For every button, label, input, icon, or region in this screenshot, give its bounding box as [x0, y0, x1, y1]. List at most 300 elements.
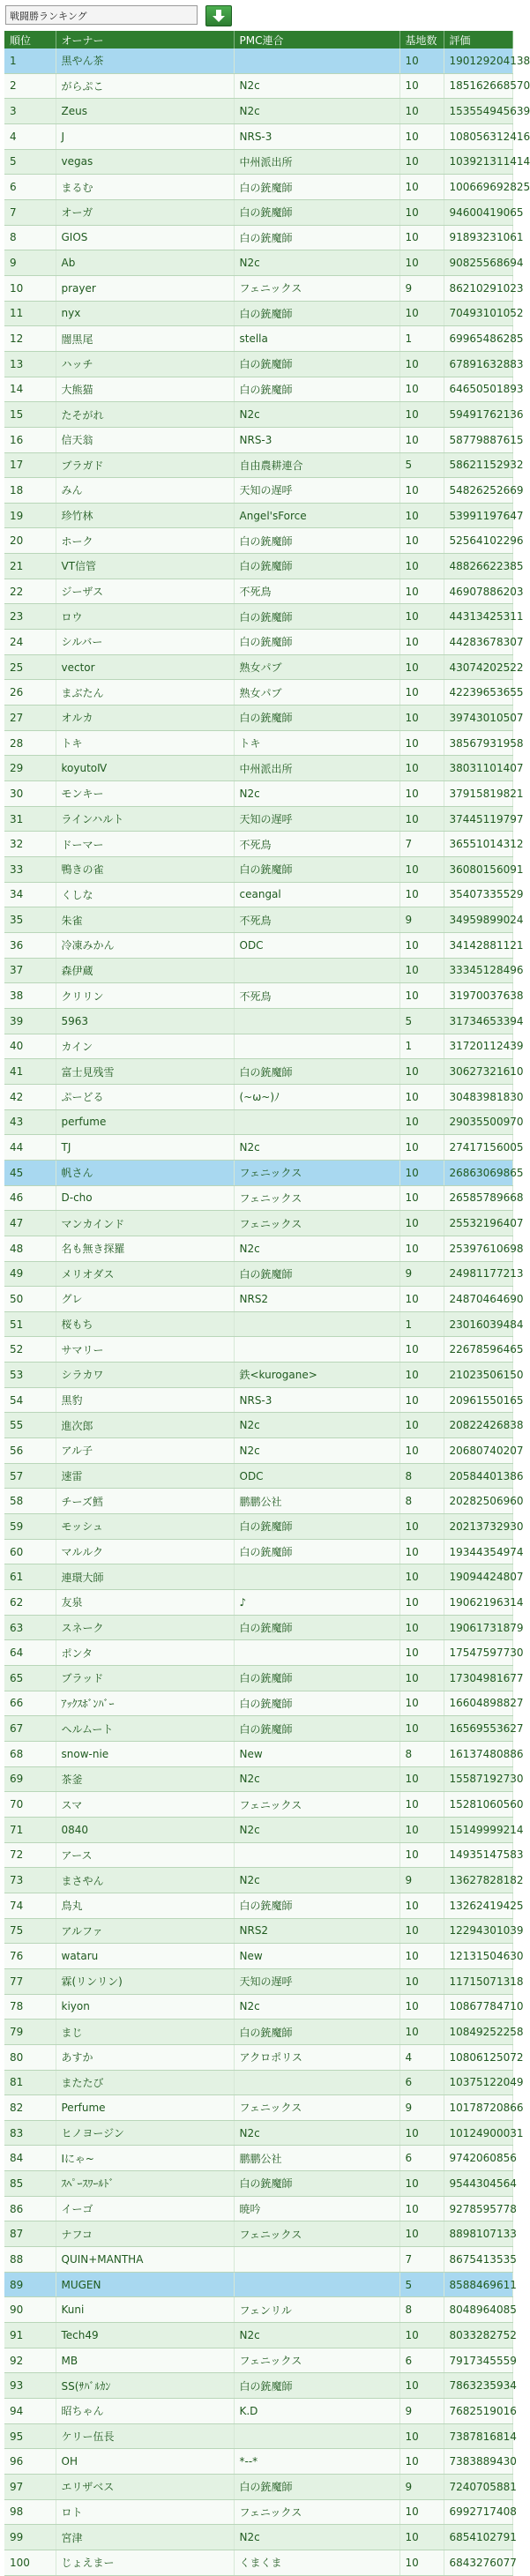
rank-cell: 19 [4, 503, 56, 528]
rating-cell: 7387816814 [444, 2423, 512, 2449]
bases-cell: 1 [399, 1311, 444, 1337]
table-row[interactable] [4, 1842, 512, 1868]
owner-cell: ブラガド [56, 452, 234, 478]
table-row[interactable] [4, 1160, 512, 1185]
rating-cell: 24870464690 [444, 1287, 512, 1312]
table-row[interactable] [4, 1868, 512, 1893]
owner-cell: ぷーどる [56, 1084, 234, 1109]
rating-cell: 90825568694 [444, 250, 512, 276]
pmc-cell: 暁吟 [234, 2196, 399, 2221]
rating-cell: 108056312416 [444, 123, 512, 149]
table-row[interactable] [4, 1287, 512, 1312]
table-row[interactable] [4, 149, 512, 175]
table-row[interactable] [4, 1994, 512, 2020]
pmc-cell: N2c [234, 250, 399, 276]
table-row[interactable] [4, 2070, 512, 2095]
rank-cell: 23 [4, 604, 56, 630]
table-row[interactable] [4, 2475, 512, 2500]
rank-cell: 63 [4, 1615, 56, 1640]
table-row[interactable] [4, 452, 512, 478]
table-row[interactable] [4, 1615, 512, 1640]
pmc-cell: トキ [234, 730, 399, 756]
table-row[interactable] [4, 1236, 512, 1261]
rating-cell: 6854102791 [444, 2525, 512, 2550]
rating-cell: 185162668570 [444, 73, 512, 99]
table-row[interactable] [4, 1514, 512, 1540]
rating-cell: 25397610698 [444, 1236, 512, 1261]
rank-cell: 81 [4, 2070, 56, 2095]
table-row[interactable] [4, 2499, 512, 2525]
column-header-rank[interactable]: 順位 [4, 31, 56, 49]
pmc-cell: 白の銃魔師 [234, 301, 399, 326]
table-row[interactable] [4, 2171, 512, 2197]
pmc-cell: ODC [234, 932, 399, 958]
owner-cell: Ab [56, 250, 234, 276]
rating-cell: 19344354974 [444, 1539, 512, 1564]
bases-cell: 6 [399, 2070, 444, 2095]
pmc-cell [234, 1842, 399, 1868]
owner-cell: 霖(リンリン) [56, 1968, 234, 1994]
table-row[interactable] [4, 503, 512, 528]
pmc-cell: 中州派出所 [234, 149, 399, 175]
table-row[interactable] [4, 1944, 512, 1969]
table-row[interactable] [4, 1387, 512, 1413]
owner-cell: Iにゃ~ [56, 2146, 234, 2171]
rank-cell: 53 [4, 1363, 56, 1388]
rank-cell: 47 [4, 1211, 56, 1236]
bases-cell: 9 [399, 275, 444, 301]
owner-cell: MB [56, 2348, 234, 2373]
pmc-cell: N2c [234, 2323, 399, 2348]
rating-cell: 9278595778 [444, 2196, 512, 2221]
table-row[interactable] [4, 983, 512, 1009]
owner-cell: アル子 [56, 1438, 234, 1464]
table-row[interactable] [4, 1741, 512, 1766]
owner-cell: メリオダス [56, 1261, 234, 1287]
bases-cell: 10 [399, 99, 444, 124]
table-row[interactable] [4, 1918, 512, 1944]
table-row[interactable] [4, 1817, 512, 1842]
rank-cell: 68 [4, 1741, 56, 1766]
rating-cell: 20822426838 [444, 1413, 512, 1438]
pmc-cell: N2c [234, 1994, 399, 2020]
table-row[interactable] [4, 1539, 512, 1564]
bases-cell: 10 [399, 2323, 444, 2348]
owner-cell: 大熊猫 [56, 377, 234, 402]
pmc-cell: 白の銃魔師 [234, 528, 399, 554]
pmc-cell: 鹏鹏公社 [234, 1489, 399, 1514]
pmc-cell [234, 2423, 399, 2449]
table-row[interactable] [4, 730, 512, 756]
owner-cell: wataru [56, 1944, 234, 1969]
rating-cell: 39743010507 [444, 706, 512, 731]
table-row[interactable] [4, 857, 512, 883]
rating-cell: 36551014312 [444, 832, 512, 857]
table-row[interactable] [4, 528, 512, 554]
table-row[interactable] [4, 301, 512, 326]
rating-cell: 9742060856 [444, 2146, 512, 2171]
pmc-cell: 白の銃魔師 [234, 1615, 399, 1640]
pmc-cell: 天知の遅呼 [234, 1968, 399, 1994]
pmc-cell: ODC [234, 1463, 399, 1489]
rating-cell: 6992717408 [444, 2499, 512, 2525]
rating-cell: 70493101052 [444, 301, 512, 326]
table-row[interactable] [4, 554, 512, 579]
table-row[interactable] [4, 1893, 512, 1918]
table-row[interactable] [4, 1261, 512, 1287]
table-row[interactable] [4, 2272, 512, 2297]
rank-cell: 46 [4, 1185, 56, 1211]
table-row[interactable] [4, 907, 512, 933]
ranking-table-body [4, 49, 530, 2575]
table-row[interactable] [4, 1716, 512, 1742]
pmc-cell: 白の銃魔師 [234, 2171, 399, 2197]
table-row[interactable] [4, 2196, 512, 2221]
table-row[interactable] [4, 2423, 512, 2449]
owner-cell: あすか [56, 2044, 234, 2070]
pmc-cell: 中州派出所 [234, 756, 399, 781]
pmc-cell: 天知の遅呼 [234, 806, 399, 832]
bases-cell: 5 [399, 1008, 444, 1034]
table-row[interactable] [4, 1489, 512, 1514]
rating-cell: 10375122049 [444, 2070, 512, 2095]
rank-cell: 86 [4, 2196, 56, 2221]
table-row[interactable] [4, 1463, 512, 1489]
table-row[interactable] [4, 2323, 512, 2348]
rank-cell: 45 [4, 1160, 56, 1185]
bases-cell: 10 [399, 199, 444, 225]
rating-cell: 44283678307 [444, 630, 512, 655]
pmc-cell: フェニックス [234, 1160, 399, 1185]
table-row[interactable] [4, 832, 512, 857]
bases-cell: 10 [399, 1994, 444, 2020]
table-header-row [4, 31, 512, 49]
owner-cell: 富士見残雪 [56, 1059, 234, 1085]
rank-cell: 37 [4, 958, 56, 983]
column-header-pmc[interactable]: PMC連合 [234, 31, 399, 49]
pmc-cell: N2c [234, 781, 399, 807]
rank-cell: 18 [4, 478, 56, 504]
table-row[interactable] [4, 377, 512, 402]
rating-cell: 9544304564 [444, 2171, 512, 2197]
table-row[interactable] [4, 73, 512, 99]
table-row[interactable] [4, 604, 512, 630]
rank-cell: 93 [4, 2373, 56, 2399]
owner-cell: みん [56, 478, 234, 504]
table-row[interactable] [4, 1008, 512, 1034]
rank-cell: 67 [4, 1716, 56, 1742]
rank-cell: 94 [4, 2399, 56, 2424]
table-row[interactable] [4, 402, 512, 428]
pmc-cell: 不死鳥 [234, 907, 399, 933]
table-row[interactable] [4, 1590, 512, 1616]
table-row[interactable] [4, 1968, 512, 1994]
table-row[interactable] [4, 225, 512, 250]
owner-cell: 珍竹林 [56, 503, 234, 528]
pmc-cell [234, 958, 399, 983]
bases-cell: 10 [399, 932, 444, 958]
pmc-cell: ♪ [234, 1590, 399, 1616]
owner-cell: 茶釜 [56, 1766, 234, 1792]
rank-cell: 84 [4, 2146, 56, 2171]
bases-cell: 1 [399, 326, 444, 352]
rating-cell: 34959899024 [444, 907, 512, 933]
rating-cell: 19062196314 [444, 1590, 512, 1616]
rank-cell: 52 [4, 1337, 56, 1363]
bases-cell: 10 [399, 123, 444, 149]
bases-cell: 10 [399, 250, 444, 276]
rank-cell: 98 [4, 2499, 56, 2525]
table-row[interactable] [4, 49, 512, 73]
table-row[interactable] [4, 1363, 512, 1388]
rank-cell: 90 [4, 2297, 56, 2323]
table-row[interactable] [4, 680, 512, 706]
rank-cell: 13 [4, 351, 56, 377]
table-row[interactable] [4, 1311, 512, 1337]
rating-cell: 17304981677 [444, 1666, 512, 1691]
table-row[interactable] [4, 1059, 512, 1085]
bases-cell: 8 [399, 2297, 444, 2323]
bases-cell: 10 [399, 1918, 444, 1944]
rank-cell: 4 [4, 123, 56, 149]
owner-cell: 速雷 [56, 1463, 234, 1489]
rating-cell: 7863235934 [444, 2373, 512, 2399]
pmc-cell: 白の銃魔師 [234, 1666, 399, 1691]
rating-cell: 42239653655 [444, 680, 512, 706]
download-button[interactable] [205, 5, 232, 26]
bases-cell: 6 [399, 2146, 444, 2171]
owner-cell: ナフコ [56, 2221, 234, 2247]
rating-cell: 20680740207 [444, 1438, 512, 1464]
pmc-cell: NRS2 [234, 1918, 399, 1944]
table-row[interactable] [4, 2044, 512, 2070]
table-row[interactable] [4, 781, 512, 807]
table-row[interactable] [4, 2525, 512, 2550]
bases-cell: 10 [399, 1842, 444, 1868]
table-row[interactable] [4, 250, 512, 276]
owner-cell: vegas [56, 149, 234, 175]
pmc-cell: 白の銃魔師 [234, 199, 399, 225]
pmc-cell: *--* [234, 2449, 399, 2475]
table-row[interactable] [4, 1413, 512, 1438]
bases-cell: 10 [399, 756, 444, 781]
owner-cell: エリザベス [56, 2475, 234, 2500]
column-header-rating[interactable]: 評価 [444, 31, 512, 49]
table-row[interactable] [4, 1438, 512, 1464]
table-row[interactable] [4, 351, 512, 377]
table-row[interactable] [4, 806, 512, 832]
owner-cell: ブラッド [56, 1666, 234, 1691]
rating-cell: 12294301039 [444, 1918, 512, 1944]
table-row[interactable] [4, 630, 512, 655]
rating-cell: 54826252669 [444, 478, 512, 504]
rating-cell: 8898107133 [444, 2221, 512, 2247]
pmc-cell: N2c [234, 1413, 399, 1438]
owner-cell: まぶたん [56, 680, 234, 706]
pmc-cell: 熟女パブ [234, 654, 399, 680]
rank-cell: 14 [4, 377, 56, 402]
table-row[interactable] [4, 1034, 512, 1059]
pmc-cell: くまくま [234, 2550, 399, 2575]
owner-cell: nyx [56, 301, 234, 326]
rating-cell: 21023506150 [444, 1363, 512, 1388]
rating-cell: 64650501893 [444, 377, 512, 402]
table-row[interactable] [4, 1792, 512, 1818]
rank-cell: 51 [4, 1311, 56, 1337]
owner-cell: 朱雀 [56, 907, 234, 933]
table-row[interactable] [4, 427, 512, 452]
table-row[interactable] [4, 706, 512, 731]
pmc-cell: N2c [234, 2120, 399, 2146]
pmc-cell [234, 1564, 399, 1590]
pmc-cell: 鉄<kurogane> [234, 1363, 399, 1388]
owner-cell: ヘルムート [56, 1716, 234, 1742]
rating-cell: 91893231061 [444, 225, 512, 250]
pmc-cell [234, 1008, 399, 1034]
table-row[interactable] [4, 2146, 512, 2171]
rank-cell: 75 [4, 1918, 56, 1944]
table-row[interactable] [4, 2020, 512, 2045]
rank-cell: 24 [4, 630, 56, 655]
pmc-cell: 白の銃魔師 [234, 2373, 399, 2399]
bases-cell: 10 [399, 2550, 444, 2575]
table-row[interactable] [4, 1109, 512, 1135]
owner-cell: ラインハルト [56, 806, 234, 832]
table-row[interactable] [4, 756, 512, 781]
table-row[interactable] [4, 1084, 512, 1109]
owner-cell: 黒豹 [56, 1387, 234, 1413]
table-row[interactable] [4, 1640, 512, 1666]
rank-cell: 8 [4, 225, 56, 250]
owner-cell: SS(ｻﾊﾞﾙｶﾝ [56, 2373, 234, 2399]
owner-cell: D-cho [56, 1185, 234, 1211]
owner-cell: イーゴ [56, 2196, 234, 2221]
table-row[interactable] [4, 1211, 512, 1236]
owner-cell: ポンタ [56, 1640, 234, 1666]
pmc-cell: アクロポリス [234, 2044, 399, 2070]
pmc-cell: 白の銃魔師 [234, 1691, 399, 1716]
bases-cell: 10 [399, 503, 444, 528]
table-row[interactable] [4, 326, 512, 352]
table-row[interactable] [4, 175, 512, 200]
rating-cell: 33345128496 [444, 958, 512, 983]
rank-cell: 56 [4, 1438, 56, 1464]
owner-cell: またたび [56, 2070, 234, 2095]
rank-cell: 29 [4, 756, 56, 781]
rank-cell: 72 [4, 1842, 56, 1868]
bases-cell: 10 [399, 654, 444, 680]
table-row[interactable] [4, 2399, 512, 2424]
rating-cell: 34142881121 [444, 932, 512, 958]
table-row[interactable] [4, 2120, 512, 2146]
rating-cell: 38031101407 [444, 756, 512, 781]
table-row[interactable] [4, 99, 512, 124]
rating-cell: 20961550165 [444, 1387, 512, 1413]
table-row[interactable] [4, 1766, 512, 1792]
rating-cell: 20282506960 [444, 1489, 512, 1514]
table-row[interactable] [4, 275, 512, 301]
rank-cell: 6 [4, 175, 56, 200]
table-row[interactable] [4, 958, 512, 983]
rank-cell: 7 [4, 199, 56, 225]
table-row[interactable] [4, 1337, 512, 1363]
rank-cell: 61 [4, 1564, 56, 1590]
bases-cell: 10 [399, 1817, 444, 1842]
pmc-cell: 白の銃魔師 [234, 351, 399, 377]
bases-cell: 10 [399, 1438, 444, 1464]
column-header-owner[interactable]: オーナー [56, 31, 234, 49]
bases-cell: 10 [399, 806, 444, 832]
table-row[interactable] [4, 2373, 512, 2399]
pmc-cell: NRS-3 [234, 427, 399, 452]
rank-cell: 10 [4, 275, 56, 301]
table-row[interactable] [4, 882, 512, 907]
rating-cell: 26585789668 [444, 1185, 512, 1211]
owner-cell: モッシュ [56, 1514, 234, 1540]
pmc-cell: 不死鳥 [234, 832, 399, 857]
table-row[interactable] [4, 1564, 512, 1590]
rank-cell: 3 [4, 99, 56, 124]
table-row[interactable] [4, 932, 512, 958]
table-row[interactable] [4, 2221, 512, 2247]
bases-cell: 10 [399, 579, 444, 604]
rank-cell: 49 [4, 1261, 56, 1287]
bases-cell: 10 [399, 301, 444, 326]
bases-cell: 10 [399, 528, 444, 554]
rating-cell: 10806125072 [444, 2044, 512, 2070]
table-row[interactable] [4, 1185, 512, 1211]
owner-cell: モンキー [56, 781, 234, 807]
table-row[interactable] [4, 2348, 512, 2373]
table-row[interactable] [4, 1691, 512, 1716]
bases-cell: 10 [399, 958, 444, 983]
table-row[interactable] [4, 579, 512, 604]
bases-cell: 10 [399, 1514, 444, 1540]
table-row[interactable] [4, 2449, 512, 2475]
rank-cell: 69 [4, 1766, 56, 1792]
table-row[interactable] [4, 2247, 512, 2273]
owner-cell: prayer [56, 275, 234, 301]
bases-cell: 10 [399, 478, 444, 504]
table-row[interactable] [4, 2297, 512, 2323]
rating-cell: 38567931958 [444, 730, 512, 756]
rating-cell: 11715071318 [444, 1968, 512, 1994]
table-row[interactable] [4, 2095, 512, 2121]
table-row[interactable] [4, 1135, 512, 1161]
pmc-cell [234, 1311, 399, 1337]
rating-cell: 58621152932 [444, 452, 512, 478]
table-row[interactable] [4, 478, 512, 504]
bases-cell: 10 [399, 1691, 444, 1716]
table-row[interactable] [4, 123, 512, 149]
table-row[interactable] [4, 1666, 512, 1691]
ranking-type-select[interactable] [5, 5, 198, 25]
owner-cell: まるむ [56, 175, 234, 200]
column-header-bases[interactable]: 基地数 [399, 31, 444, 49]
rank-cell: 27 [4, 706, 56, 731]
table-row[interactable] [4, 2550, 512, 2575]
owner-cell: Perfume [56, 2095, 234, 2121]
pmc-cell: フェニックス [234, 2348, 399, 2373]
owner-cell: MUGEN [56, 2272, 234, 2297]
owner-cell: perfume [56, 1109, 234, 1135]
table-row[interactable] [4, 654, 512, 680]
table-row[interactable] [4, 199, 512, 225]
rank-cell: 48 [4, 1236, 56, 1261]
pmc-cell [234, 1109, 399, 1135]
rank-cell: 96 [4, 2449, 56, 2475]
rating-cell: 86210291023 [444, 275, 512, 301]
